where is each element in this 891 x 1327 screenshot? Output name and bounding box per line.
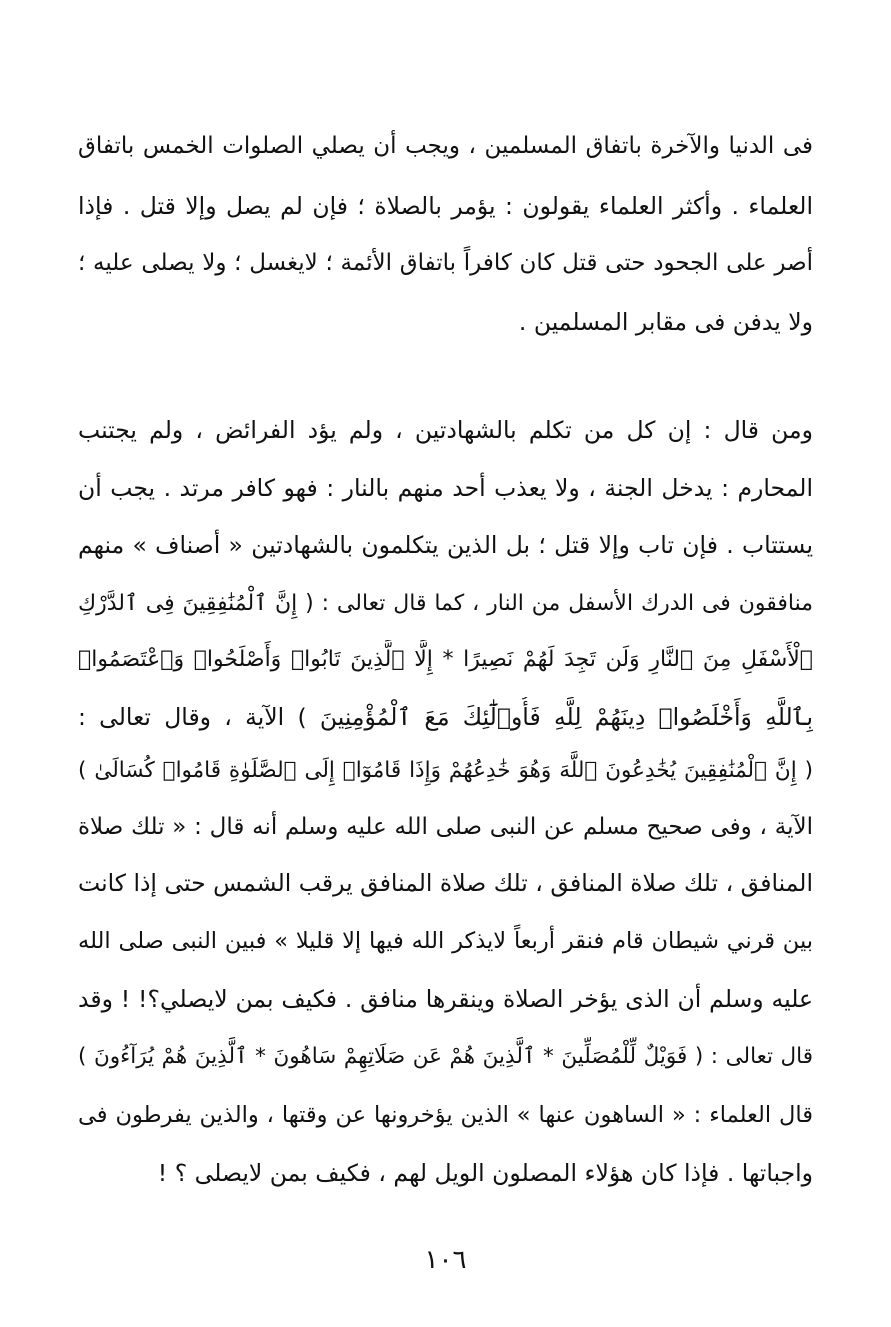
text-line: ولا يدفن فى مقابر المسلمين . — [518, 308, 813, 336]
text-line: العلماء . وأكثر العلماء يقولون : يؤمر بالصلاة ؛ فإن لم يصل وإلا قتل . فإذا — [78, 192, 813, 220]
text-line: المحارم : يدخل الجنة ، ولا يعذب أحد منهم بالنار : فهو كافر مرتد . يجب أن — [78, 474, 813, 502]
text-line: ومن قال : إن كل من تكلم بالشهادتين ، ولم يؤد الفرائض ، ولم يجتنب — [78, 416, 813, 444]
text-line: منافقون فى الدرك الأسفل من النار ، كما قال تعالى : ( إِنَّ ٱلْمُنَٰفِقِينَ فِى ٱلدَّرْكِ — [78, 591, 813, 616]
text-line: المنافق ، تلك صلاة المنافق ، تلك صلاة المنافق يرقب الشمس حتى إذا كانت — [78, 869, 813, 897]
text-line: قال العلماء : « الساهون عنها » الذين يؤخرونها عن وقتها ، والذين يفرطون فى — [78, 1102, 813, 1128]
text-line: يستتاب . فإن تاب وإلا قتل ؛ بل الذين يتكلمون بالشهادتين « أصناف » منهم — [78, 531, 813, 559]
page-number: ١٠٦ — [424, 1245, 467, 1275]
text-line: عليه وسلم أن الذى يؤخر الصلاة وينقرها منافق . فكيف بمن لايصلي؟! ! وقد — [78, 985, 813, 1013]
text-line: أصر على الجحود حتى قتل كان كافراً باتفاق الأئمة ؛ لايغسل ؛ ولا يصلى عليه ؛ — [78, 250, 813, 276]
text-line: بين قرني شيطان قام فنقر أربعاً لايذكر الله فيها إلا قليلا » فبين النبى صلى الله — [78, 928, 813, 954]
quran-verse-line: قال تعالى : ( فَوَيْلٌ لِّلْمُصَلِّينَ * ٱلَّذِينَ هُمْ عَن صَلَاتِهِمْ سَاهُونَ * ٱلَّذِينَ هُمْ يُرَآءُونَ ) — [78, 1044, 813, 1069]
text-line: فى الدنيا والآخرة باتفاق المسلمين ، ويجب أن يصلي الصلوات الخمس باتفاق — [78, 133, 813, 159]
text-line: الآية ، وفى صحيح مسلم عن النبى صلى الله عليه وسلم أنه قال : « تلك صلاة — [78, 814, 813, 840]
text-line: بِٱللَّهِ وَأَخْلَصُوا۟ دِينَهُمْ لِلَّهِ فَأُو۟لَٰٓئِكَ مَعَ ٱلْمُؤْمِنِينَ ) الآية ، وقال تعالى : — [78, 703, 813, 731]
quran-verse-line: ( إِنَّ ٱلْمُنَٰفِقِينَ يُخَٰدِعُونَ ٱللَّهَ وَهُوَ خَٰدِعُهُمْ وَإِذَا قَامُوٓا۟ إِلَى ٱلصَّلَوٰةِ قَامُوا۟ كُسَالَىٰ ) — [78, 758, 813, 783]
text-line: واجباتها . فإذا كان هؤلاء المصلون الويل لهم ، فكيف بمن لايصلى ؟ ! — [157, 1159, 813, 1187]
quran-verse-line: ٱلْأَسْفَلِ مِنَ ٱلنَّارِ وَلَن تَجِدَ لَهُمْ نَصِيرًا * إِلَّا ٱلَّذِينَ تَابُوا۟ وَأَصْلَحُوا۟ وَٱعْتَصَمُوا۟ — [78, 647, 813, 672]
